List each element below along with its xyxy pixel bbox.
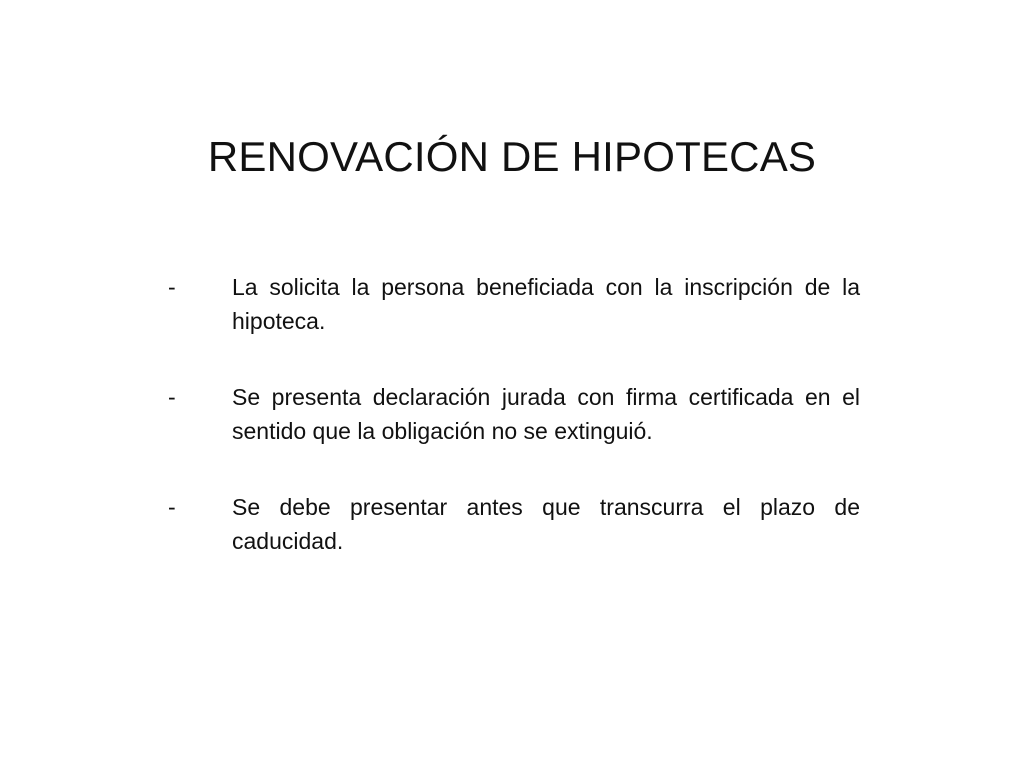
bullet-item — [160, 490, 860, 558]
bullet-text: Se debe presentar antes que transcurra el plazo de caducidad. — [232, 494, 860, 554]
bullet-text: Se presenta declaración jurada con firma certificada en el sentido que la obligación no se extinguió. — [232, 384, 860, 444]
bullet-dash: - — [168, 494, 176, 520]
bullet-dash: - — [168, 274, 176, 300]
slide-title: RENOVACIÓN DE HIPOTECAS — [207, 133, 817, 180]
bullet-item — [160, 270, 860, 338]
bullet-text: La solicita la persona beneficiada con la inscripción de la hipoteca. — [232, 274, 860, 334]
bullet-dash: - — [168, 384, 176, 410]
bullet-list — [160, 270, 860, 600]
bullet-item — [160, 380, 860, 448]
